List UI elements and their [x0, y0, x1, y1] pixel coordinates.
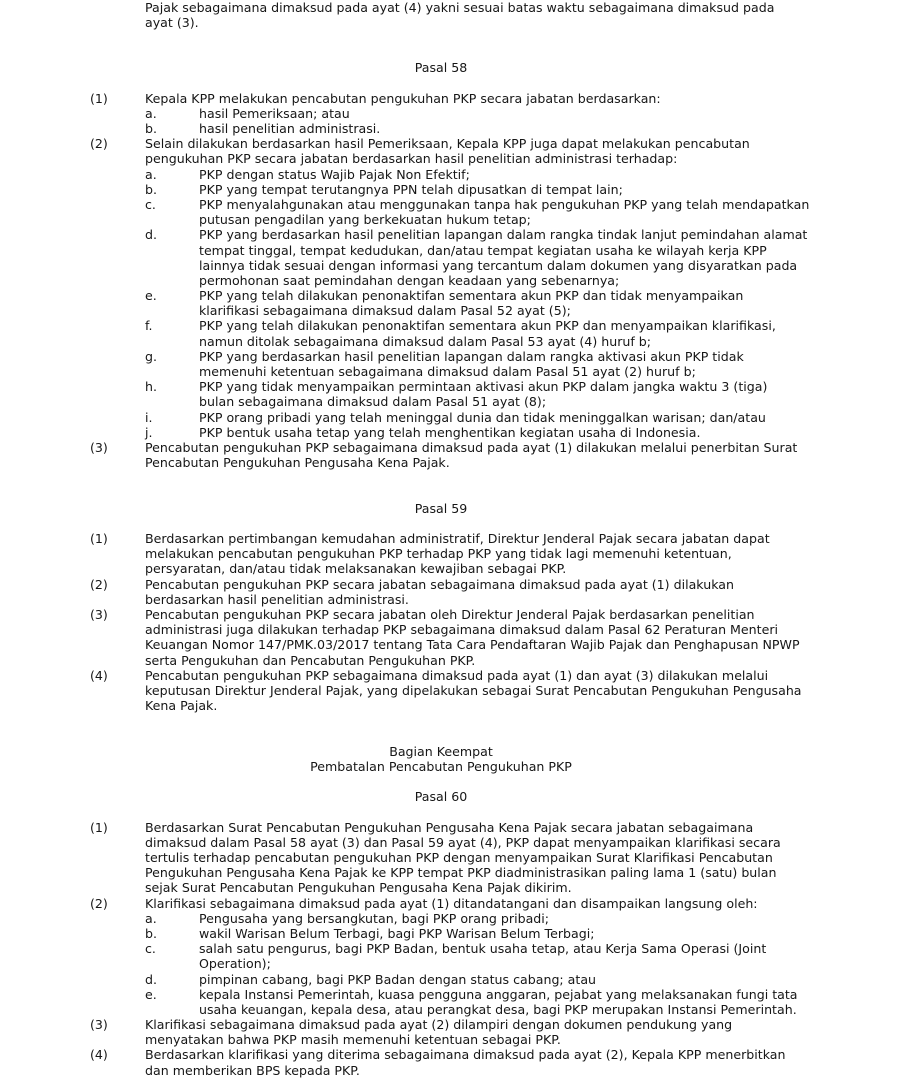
sub-item-label: e. — [145, 288, 157, 304]
text-line: Pengusaha yang bersangkutan, bagi PKP orang pribadi; — [199, 910, 550, 926]
text-line: PKP dengan status Wajib Pajak Non Efektif; — [199, 166, 470, 182]
text-line: PKP yang berdasarkan hasil penelitian lapangan dalam rangka tindak lanjut pemindahan alamat — [199, 227, 808, 243]
text-line: putusan pengadilan yang berkekuatan hukum tetap; — [199, 212, 531, 228]
sub-item — [0, 318, 897, 348]
text-line: klarifikasi sebagaimana dimaksud dalam Pasal 52 ayat (5); — [199, 303, 571, 319]
text-line: PKP yang berdasarkan hasil penelitian lapangan dalam rangka aktivasi akun PKP tidak — [199, 348, 744, 364]
text-line: Kepala KPP melakukan pencabutan pengukuhan PKP secara jabatan berdasarkan: — [145, 90, 661, 106]
sub-item-label: b. — [145, 181, 157, 197]
article-items — [0, 531, 897, 713]
text-line: bulan sebagaimana dimaksud dalam Pasal 51 ayat (8); — [199, 394, 547, 410]
sub-item-label: a. — [145, 166, 157, 182]
text-line: PKP yang telah dilakukan penonaktifan sementara akun PKP dan menyampaikan klarifikasi, — [199, 318, 776, 334]
sub-item-label: b. — [145, 925, 157, 941]
sub-item-label: a. — [145, 910, 157, 926]
text-line: Berdasarkan Surat Pencabutan Pengukuhan Pengusaha Kena Pajak secara jabatan sebagaimana — [145, 819, 754, 835]
sub-item — [0, 911, 897, 926]
paragraph-number: (2) — [90, 136, 108, 152]
text-line: pimpinan cabang, bagi PKP Badan dengan status cabang; atau — [199, 971, 597, 987]
text-line: Pencabutan pengukuhan PKP secara jabatan oleh Direktur Jenderal Pajak berdasarkan penelitian — [145, 607, 755, 623]
sub-item — [0, 227, 897, 288]
sub-item-label: f. — [145, 318, 153, 334]
sub-item — [0, 288, 897, 318]
sub-item — [0, 941, 897, 971]
article-items — [0, 91, 897, 471]
sub-item — [0, 410, 897, 425]
sub-item — [0, 121, 897, 136]
section-heading: Bagian Keempat — [389, 743, 493, 759]
paragraph-number: (4) — [90, 667, 108, 683]
sub-item-label: j. — [145, 424, 153, 440]
text-line: Klarifikasi sebagaimana dimaksud pada ayat (2) dilampiri dengan dokumen pendukung yang — [145, 1017, 733, 1033]
text-line: namun ditolak sebagaimana dimaksud dalam Pasal 53 ayat (4) huruf b; — [199, 333, 652, 349]
sub-item-label: a. — [145, 105, 157, 121]
sub-item-label: h. — [145, 379, 157, 395]
sub-item — [0, 425, 897, 440]
text-line: PKP yang tidak menyampaikan permintaan aktivasi akun PKP dalam jangka waktu 3 (tiga) — [199, 379, 768, 395]
text-line: menyatakan bahwa PKP masih memenuhi ketentuan sebagai PKP. — [145, 1032, 561, 1048]
text-line: Pencabutan Pengukuhan Pengusaha Kena Pajak. — [145, 455, 450, 471]
text-line: salah satu pengurus, bagi PKP Badan, bentuk usaha tetap, atau Kerja Sama Operasi (Joint — [199, 941, 767, 957]
text-line: wakil Warisan Belum Terbagi, bagi PKP Warisan Belum Terbagi; — [199, 925, 595, 941]
text-line: Selain dilakukan berdasarkan hasil Pemeriksaan, Kepala KPP juga dapat melakukan pencabutan — [145, 136, 750, 152]
paragraph-item — [0, 1017, 897, 1047]
paragraph-number: (1) — [90, 531, 108, 547]
sub-item-label: d. — [145, 971, 157, 987]
paragraph-number: (1) — [90, 819, 108, 835]
sub-item-label: d. — [145, 227, 157, 243]
text-line: lainnya tidak sesuai dengan informasi yang tercantum dalam dokumen yang disyaratkan pada — [199, 257, 798, 273]
text-line: permohonan saat pemindahan dengan keadaan yang sebenarnya; — [199, 272, 620, 288]
text-line: Berdasarkan klarifikasi yang diterima sebagaimana dimaksud pada ayat (2), Kepala KPP menerbitkan — [145, 1047, 786, 1063]
text-line: administrasi juga dilakukan terhadap PKP sebagaimana dimaksud dalam Pasal 62 Peraturan Menteri — [145, 622, 779, 638]
sub-item — [0, 972, 897, 987]
sub-item — [0, 197, 897, 227]
section-heading: Pasal 58 — [414, 60, 468, 76]
text-line: pengukuhan PKP secara jabatan berdasarkan hasil penelitian administrasi terhadap: — [145, 151, 678, 167]
text-line: Pencabutan pengukuhan PKP secara jabatan sebagaimana dimaksud pada ayat (1) dilakukan — [145, 576, 734, 592]
paragraph-item — [0, 531, 897, 577]
article-section — [0, 60, 897, 470]
text-line: PKP bentuk usaha tetap yang telah menghentikan kegiatan usaha di Indonesia. — [199, 424, 701, 440]
intro-paragraph — [0, 0, 897, 30]
section-heading: Pasal 60 — [414, 789, 468, 805]
sub-item — [0, 106, 897, 121]
text-line: Kena Pajak. — [145, 698, 218, 714]
text-line: serta Pengukuhan dan Pencabutan Pengukuhan PKP. — [145, 652, 476, 668]
section-heading — [90, 774, 792, 789]
text-line: Klarifikasi sebagaimana dimaksud pada ayat (1) ditandatangani dan disampaikan langsung oleh: — [145, 895, 758, 911]
text-line: sejak Surat Pencabutan Pengukuhan Pengusaha Kena Pajak dikirim. — [145, 880, 572, 896]
sub-item-label: e. — [145, 986, 157, 1002]
text-line: Pencabutan pengukuhan PKP sebagaimana dimaksud pada ayat (1) dan ayat (3) dilakukan melalui — [145, 667, 769, 683]
text-line: Pajak sebagaimana dimaksud pada ayat (4) yakni sesuai batas waktu sebagaimana dimaksud pada — [145, 0, 775, 15]
text-line: hasil Pemeriksaan; atau — [199, 105, 350, 121]
text-line: usaha keuangan, kepala desa, atau perangkat desa, bagi PKP merupakan Instansi Pemerintah. — [199, 1001, 797, 1017]
text-line: memenuhi ketentuan sebagaimana dimaksud dalam Pasal 51 ayat (2) huruf b; — [199, 364, 696, 380]
text-line: kepala Instansi Pemerintah, kuasa pengguna anggaran, pejabat yang melaksanakan fungi tata — [199, 986, 798, 1002]
article-items — [0, 820, 897, 1078]
text-line: Keuangan Nomor 147/PMK.03/2017 tentang Tata Cara Pendaftaran Wajib Pajak dan Penghapusan NPWP — [145, 637, 800, 653]
text-line: PKP yang tempat terutangnya PPN telah dipusatkan di tempat lain; — [199, 181, 623, 197]
text-line: berdasarkan hasil penelitian administrasi. — [145, 591, 409, 607]
sub-item — [0, 987, 897, 1017]
paragraph-number: (1) — [90, 90, 108, 106]
paragraph-number: (2) — [90, 895, 108, 911]
sub-item-label: g. — [145, 348, 157, 364]
paragraph-number: (3) — [90, 439, 108, 455]
text-line: tempat tinggal, tempat kedudukan, dan/atau tempat kegiatan usaha ke wilayah kerja KPP — [199, 242, 767, 258]
text-line: dimaksud dalam Pasal 58 ayat (3) dan Pasal 59 ayat (4), PKP dapat menyampaikan klarifikasi secara — [145, 834, 781, 850]
article-section — [0, 501, 897, 714]
section-heading: Pembatalan Pencabutan Pengukuhan PKP — [310, 758, 572, 774]
paragraph-item — [0, 91, 897, 137]
paragraph-number: (3) — [90, 1017, 108, 1033]
paragraph-number: (4) — [90, 1047, 108, 1063]
text-line: tertulis terhadap pencabutan pengukuhan PKP dengan menyampaikan Surat Klarifikasi Pencabutan — [145, 850, 773, 866]
paragraph-item — [0, 668, 897, 714]
sub-item — [0, 926, 897, 941]
sub-item — [0, 349, 897, 379]
text-line: PKP orang pribadi yang telah meninggal dunia dan tidak meninggalkan warisan; dan/atau — [199, 409, 766, 425]
paragraph-item — [0, 896, 897, 1018]
paragraph-item — [0, 136, 897, 440]
text-line: Berdasarkan pertimbangan kemudahan administratif, Direktur Jenderal Pajak secara jabatan dapat — [145, 531, 770, 547]
paragraph-item — [0, 577, 897, 607]
text-line: Pencabutan pengukuhan PKP sebagaimana dimaksud pada ayat (1) dilakukan melalui penerbitan Surat — [145, 439, 798, 455]
text-line: persyaratan, dan/atau tidak melaksanakan kewajiban sebagai PKP. — [145, 561, 567, 577]
sub-item — [0, 167, 897, 182]
text-line: PKP yang telah dilakukan penonaktifan sementara akun PKP dan tidak menyampaikan — [199, 288, 744, 304]
text-line: dan memberikan BPS kepada PKP. — [145, 1062, 360, 1078]
paragraph-item — [0, 1047, 897, 1077]
sub-item-label: i. — [145, 409, 153, 425]
text-line: PKP menyalahgunakan atau menggunakan tanpa hak pengukuhan PKP yang telah mendapatkan — [199, 196, 810, 212]
text-line: hasil penelitian administrasi. — [199, 121, 381, 137]
paragraph-number: (3) — [90, 607, 108, 623]
text-line: keputusan Direktur Jenderal Pajak, yang dipelakukan sebagai Surat Pencabutan Pengukuhan Pengusaha — [145, 682, 802, 698]
text-line: ayat (3). — [145, 14, 199, 30]
article-section — [0, 744, 897, 1078]
sub-item — [0, 379, 897, 409]
text-line: Operation); — [199, 956, 271, 972]
sub-item-label: c. — [145, 941, 156, 957]
paragraph-item — [0, 607, 897, 668]
sub-item — [0, 182, 897, 197]
text-line: Pengukuhan Pengusaha Kena Pajak ke KPP tempat PKP diadministrasikan paling lama 1 (satu) bulan — [145, 865, 777, 881]
paragraph-item — [0, 440, 897, 470]
sub-item-label: c. — [145, 196, 156, 212]
text-line: melakukan pencabutan pengukuhan PKP terhadap PKP yang tidak lagi memenuhi ketentuan, — [145, 546, 732, 562]
section-heading: Pasal 59 — [414, 500, 468, 516]
paragraph-item — [0, 820, 897, 896]
paragraph-number: (2) — [90, 576, 108, 592]
sub-item-label: b. — [145, 121, 157, 137]
